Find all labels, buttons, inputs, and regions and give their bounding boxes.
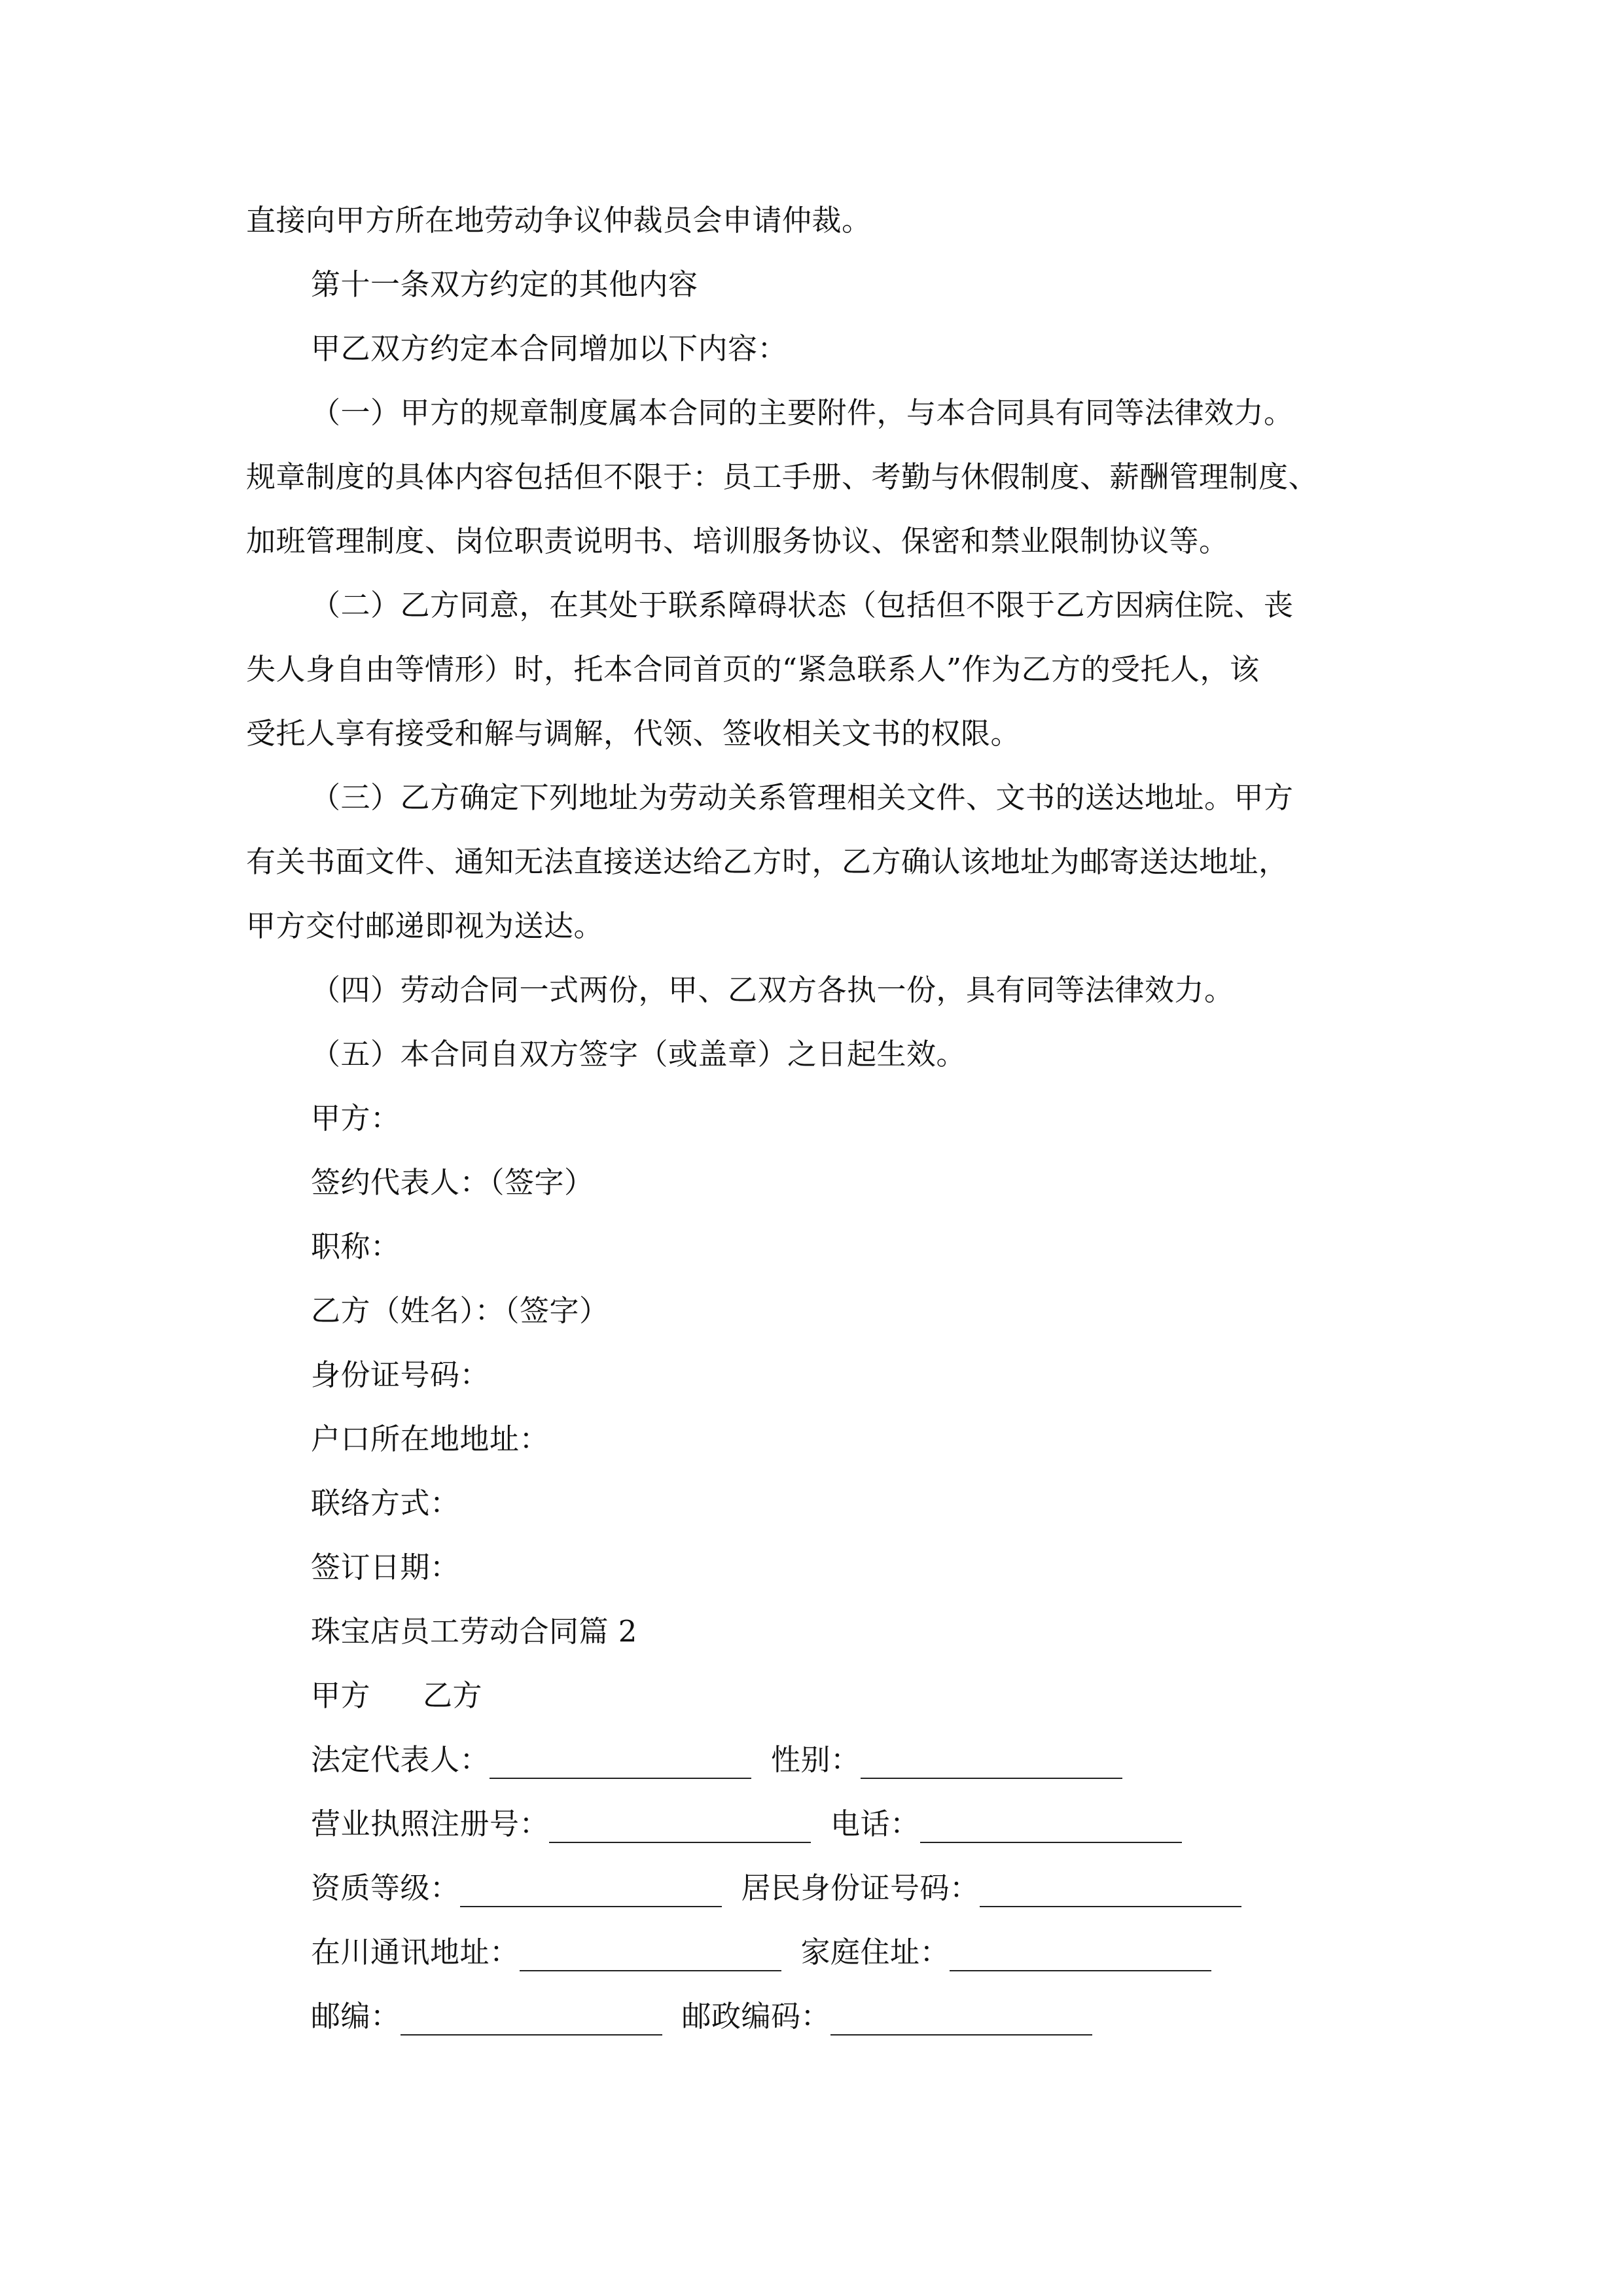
section-2-title: 珠宝店员工劳动合同篇 2	[311, 1614, 637, 1649]
clause-4: （四）劳动合同一式两份，甲、乙双方各执一份，具有同等法律效力。	[311, 973, 1234, 1007]
postal-code-label: 邮政编码：	[681, 1999, 831, 2034]
party-b-heading: 乙方	[423, 1678, 483, 1713]
clause-2-line-1: （二）乙方同意，在其处于联系障碍状态（包括但不限于乙方因病住院、丧	[311, 588, 1294, 622]
home-address-blank[interactable]	[950, 1969, 1211, 1971]
representative-label: 签约代表人：（签字）	[311, 1165, 594, 1200]
clause-1-line-2: 规章制度的具体内容包括但不限于：员工手册、考勤与休假制度、薪酬管理制度、	[246, 459, 1319, 494]
resident-id-blank[interactable]	[980, 1905, 1241, 1907]
license-label: 营业执照注册号：	[311, 1806, 550, 1841]
qualification-label: 资质等级：	[311, 1871, 460, 1905]
legal-rep-label: 法定代表人：	[311, 1742, 490, 1777]
gender-label: 性别：	[771, 1742, 861, 1777]
clause-3-line-2: 有关书面文件、通知无法直接送达给乙方时，乙方确认该地址为邮寄送达地址，	[246, 844, 1289, 879]
phone-label: 电话：	[830, 1806, 920, 1841]
zip-blank[interactable]	[401, 2034, 662, 2036]
clause-3-line-1: （三）乙方确定下列地址为劳动关系管理相关文件、文书的送达地址。甲方	[311, 780, 1294, 815]
clause-2	[246, 573, 1418, 766]
party-a-heading: 甲方	[311, 1678, 371, 1713]
legal-rep-blank[interactable]	[490, 1777, 751, 1779]
zip-label: 邮编：	[311, 1999, 401, 2034]
clause-3	[246, 766, 1418, 958]
clause-1	[246, 381, 1418, 573]
household-address-label: 户口所在地地址：	[311, 1422, 550, 1456]
phone-blank[interactable]	[920, 1841, 1182, 1843]
postal-code-blank[interactable]	[830, 2034, 1092, 2036]
party-a-label: 甲方：	[311, 1101, 401, 1136]
clause-1-line-1: （一）甲方的规章制度属本合同的主要附件，与本合同具有同等法律效力。	[311, 395, 1294, 430]
form-row-license	[246, 1792, 1418, 1856]
parties-row	[246, 1664, 1418, 1728]
clause-3-line-3: 甲方交付邮递即视为送达。	[246, 908, 604, 943]
qualification-blank[interactable]	[460, 1905, 722, 1907]
form-row-qualification	[246, 1856, 1418, 1920]
home-address-label: 家庭住址：	[800, 1935, 950, 1969]
clause-5: （五）本合同自双方签字（或盖章）之日起生效。	[311, 1037, 967, 1071]
clause-2-line-3: 受托人享有接受和解与调解，代领、签收相关文书的权限。	[246, 716, 1021, 751]
party-b-label: 乙方（姓名）：（签字）	[311, 1293, 609, 1328]
sign-date-label: 签订日期：	[311, 1550, 460, 1585]
form-row-legal-rep	[246, 1728, 1418, 1792]
agreement-intro: 甲乙双方约定本合同增加以下内容：	[311, 331, 788, 366]
sichuan-address-blank[interactable]	[520, 1969, 781, 1971]
form-row-postcode	[246, 1984, 1418, 2049]
title-label: 职称：	[311, 1229, 401, 1264]
license-blank[interactable]	[549, 1841, 811, 1843]
article-11-heading: 第十一条双方约定的其他内容	[311, 267, 698, 302]
paragraph-arbitration: 直接向甲方所在地劳动争议仲裁员会申请仲裁。	[246, 203, 872, 238]
resident-id-label: 居民身份证号码：	[741, 1871, 980, 1905]
gender-blank[interactable]	[861, 1777, 1122, 1779]
clause-2-line-2: 失人身自由等情形）时，托本合同首页的“紧急联系人”作为乙方的受托人，该	[246, 652, 1260, 687]
sichuan-address-label: 在川通讯地址：	[311, 1935, 520, 1969]
id-number-label: 身份证号码：	[311, 1357, 490, 1392]
form-row-address	[246, 1920, 1418, 1984]
document-body	[246, 188, 1418, 2049]
contact-label: 联络方式：	[311, 1486, 460, 1520]
clause-1-line-3: 加班管理制度、岗位职责说明书、培训服务协议、保密和禁业限制协议等。	[246, 524, 1229, 558]
